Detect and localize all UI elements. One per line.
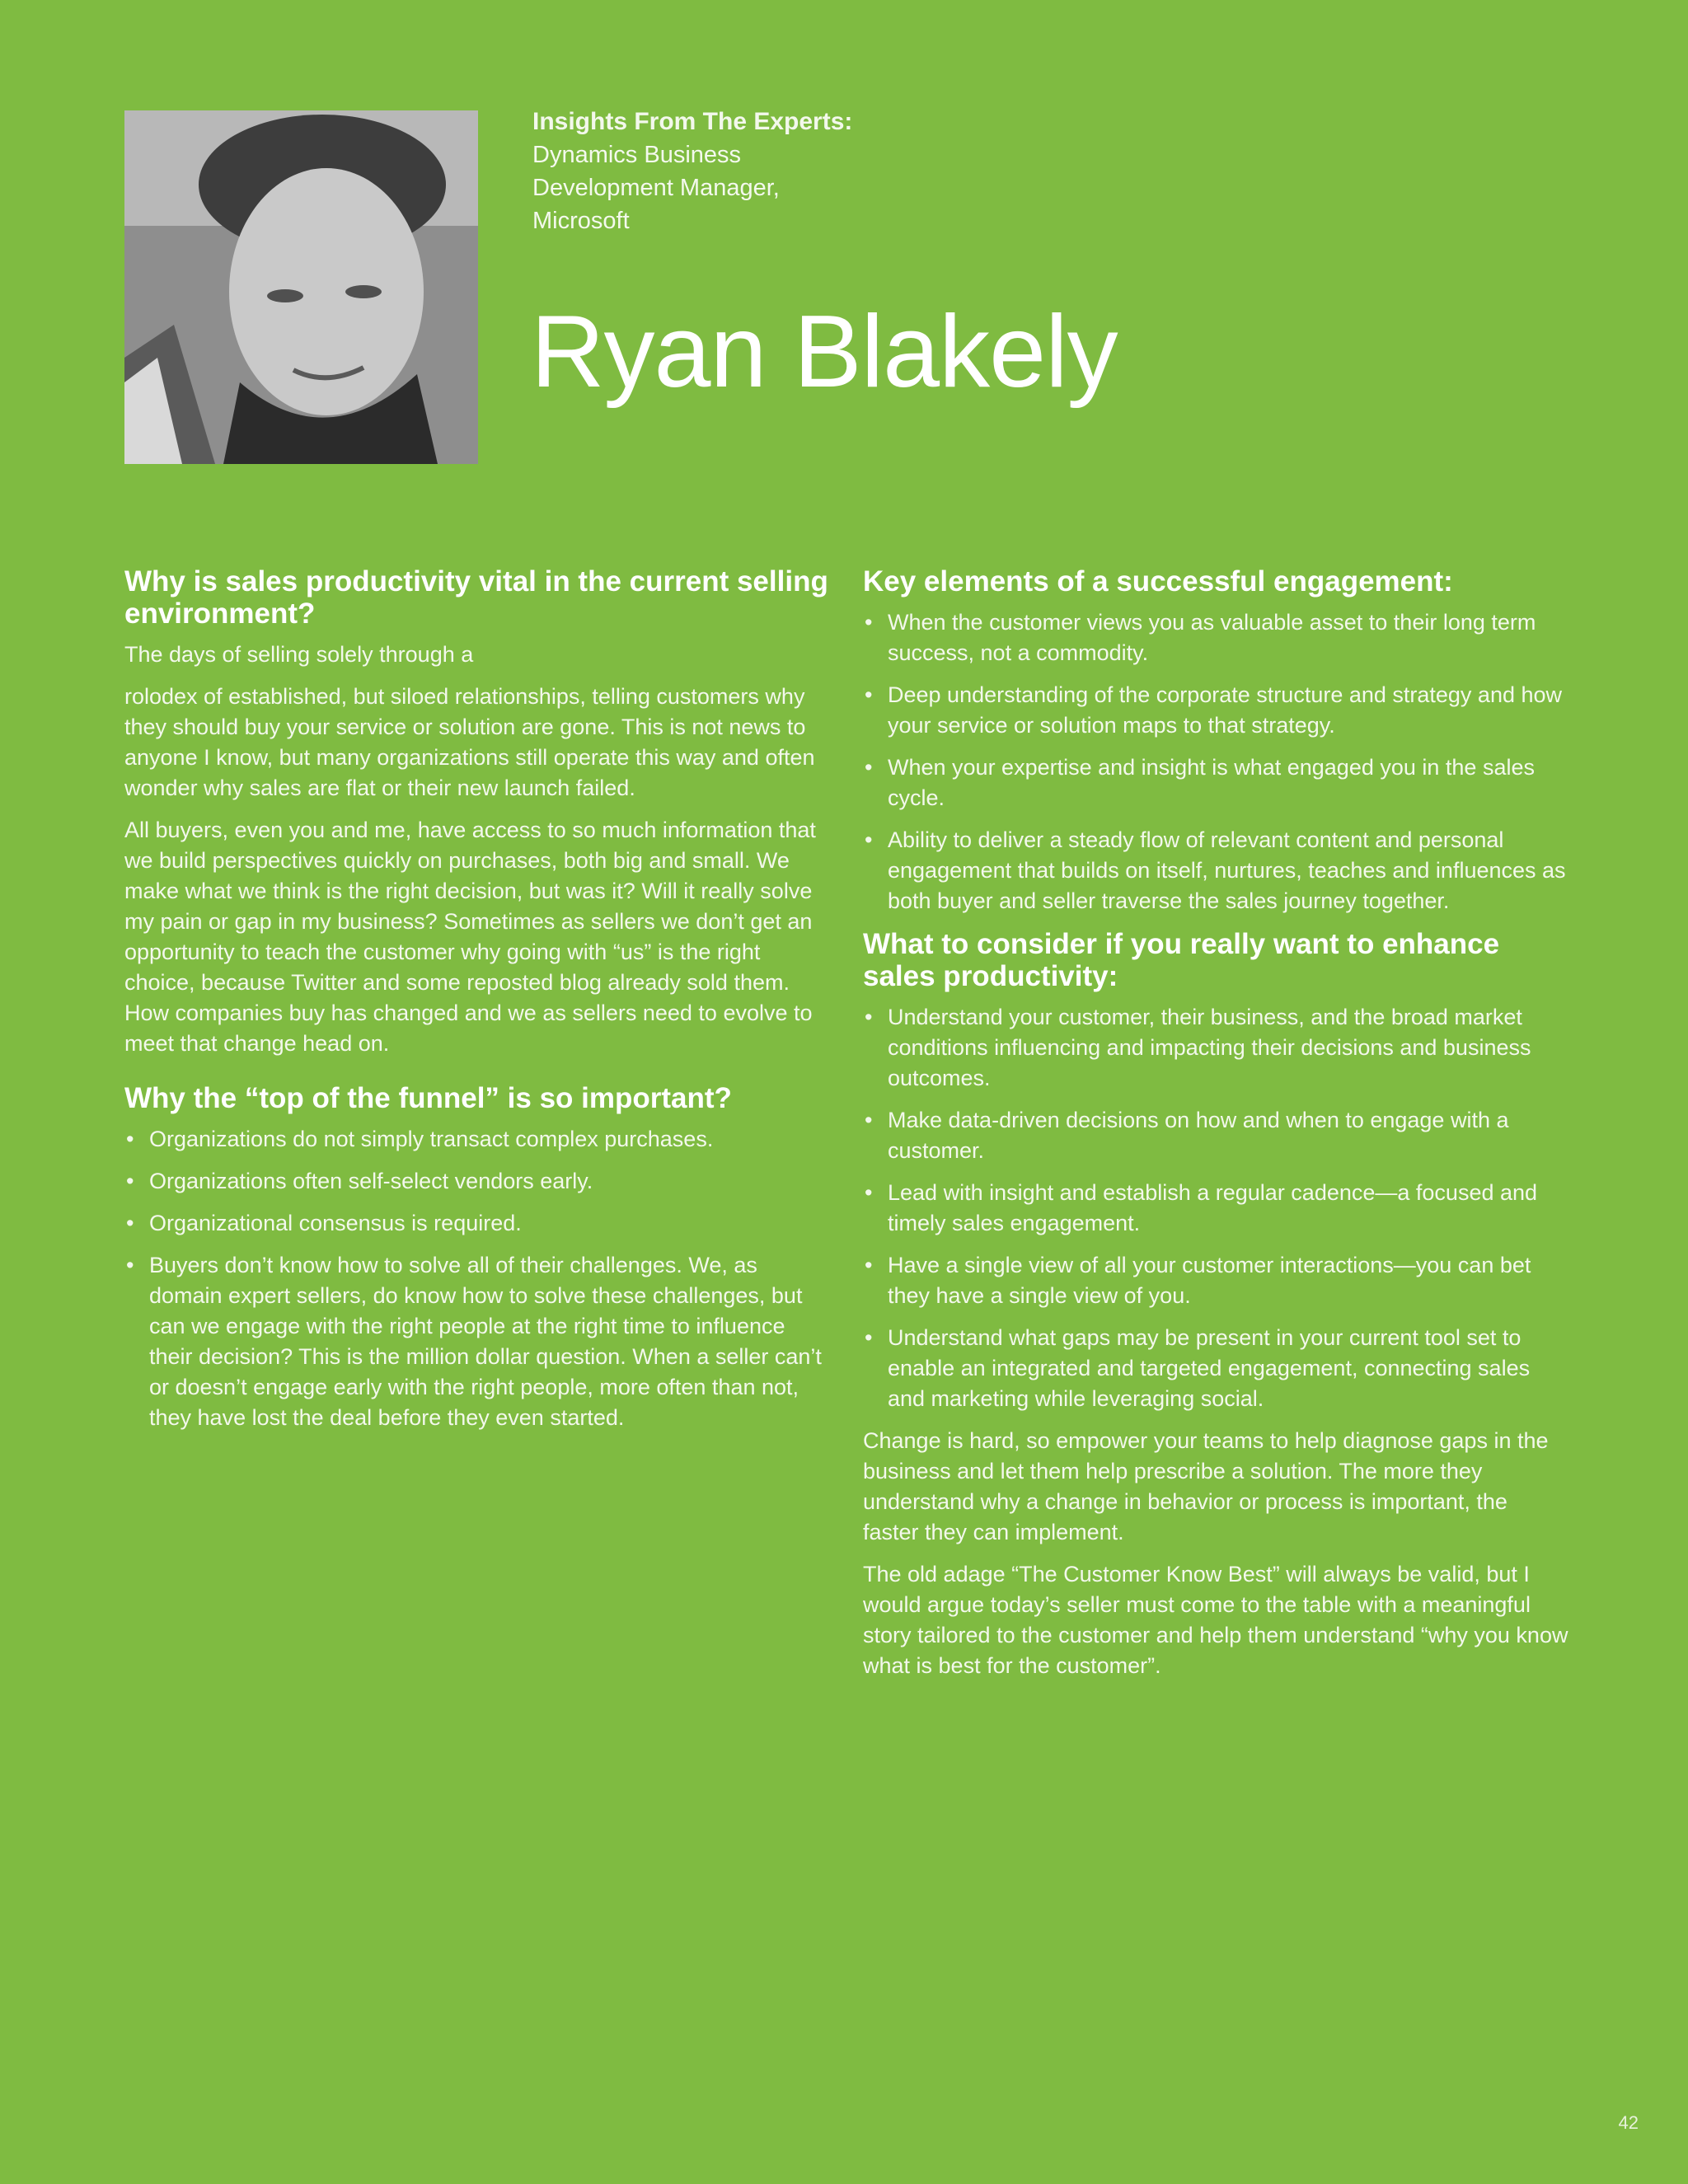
paragraph: Change is hard, so empower your teams to help diagnose gaps in the business and let them help prescribe a solution. The more they understand why a change in behavior or process is important, the faster they can implement.: [863, 1428, 1549, 1544]
portrait-photo: [124, 110, 478, 464]
paragraph: rolodex of established, but siloed relationships, telling customers why they should buy your service or solution are gone. This is not news to anyone I know, but many organizations still operate this way and often wonder why sales are flat or their new launch failed.: [124, 684, 815, 800]
bullet-icon: •: [126, 1211, 134, 1235]
section-heading: Why the “top of the funnel” is so important?: [124, 1082, 732, 1114]
section-heading: What to consider if you really want to enhance sales productivity:: [863, 928, 1500, 992]
list-item-text: Buyers don’t know how to solve all of their challenges. We, as domain expert sellers, do know how to solve these challenges, but can we engage with the right people at the right time to influence their decision? This is the million dollar question. When a seller can’t or doesn’t engage early with the right people, more often than not, they have lost the deal before they even started.: [149, 1253, 822, 1430]
bullet-icon: •: [865, 1180, 873, 1205]
paragraph: The old adage “The Customer Know Best” will always be valid, but I would argue today’s seller must come to the table with a meaningful story tailored to the customer and help them understand “why you know what is best for the customer”.: [863, 1562, 1568, 1678]
list-item-text: Ability to deliver a steady flow of relevant content and personal engagement that builds on itself, nurtures, teaches and influences as both buyer and seller traverse the sales journey together.: [888, 827, 1566, 913]
bullet-list: [124, 1124, 830, 1433]
bullet-icon: •: [865, 755, 873, 780]
list-item-text: Deep understanding of the corporate structure and strategy and how your service or solution maps to that strategy.: [888, 682, 1563, 738]
role-line: Development Manager,: [532, 175, 780, 201]
list-item-text: Understand what gaps may be present in your current tool set to enable an integrated and targeted engagement, connecting sales and marketing while leveraging social.: [888, 1325, 1531, 1411]
list-item-text: Understand your customer, their business, and the broad market conditions influencing and impacting their decisions and business outcomes.: [888, 1005, 1531, 1090]
list-item: [863, 752, 1568, 813]
bullet-icon: •: [865, 827, 873, 852]
list-item-text: Have a single view of all your customer interactions—you can bet they have a single view of you.: [888, 1253, 1531, 1308]
author-name: Ryan Blakely: [531, 295, 1118, 409]
bullet-icon: •: [126, 1169, 134, 1193]
list-item-text: When the customer views you as valuable asset to their long term success, not a commodity.: [888, 610, 1536, 665]
author-photo: [124, 110, 478, 464]
bullet-icon: •: [126, 1253, 134, 1277]
paragraph: The days of selling solely through a: [124, 642, 474, 667]
bullet-icon: •: [865, 1005, 873, 1029]
bullet-list: [863, 607, 1568, 916]
bullet-icon: •: [865, 1108, 873, 1132]
list-item-text: When your expertise and insight is what engaged you in the sales cycle.: [888, 755, 1535, 810]
list-item: [863, 1178, 1568, 1239]
list-item: [863, 607, 1568, 668]
author-header: [532, 105, 1109, 237]
role-line: Microsoft: [532, 208, 630, 234]
list-item: [863, 680, 1568, 741]
list-item: [863, 1250, 1568, 1311]
list-item: [124, 1166, 830, 1197]
bullet-icon: •: [865, 682, 873, 707]
list-item-text: Organizational consensus is required.: [149, 1211, 522, 1235]
list-item-text: Lead with insight and establish a regular cadence—a focused and timely sales engagement.: [888, 1180, 1538, 1235]
list-item-text: Make data-driven decisions on how and when to engage with a customer.: [888, 1108, 1509, 1163]
role-line: Dynamics Business: [532, 142, 742, 168]
bullet-icon: •: [865, 1325, 873, 1350]
paragraph: All buyers, even you and me, have access to so much information that we build perspectives quickly on purchases, both big and small. We make what we think is the right decision, but was it? Will it really solve my pain or gap in my business? Sometimes as sellers we don’t get an opportunity to teach the customer why going with “us” is the right choice, because Twitter and some reposted blog already sold them. How companies buy has changed and we as sellers need to evolve to meet that change head on.: [124, 818, 816, 1056]
list-item: [124, 1124, 830, 1155]
list-item: [863, 1002, 1568, 1094]
list-item: [124, 1250, 830, 1433]
list-item: [863, 825, 1568, 916]
left-column: [124, 565, 830, 1445]
bullet-icon: •: [865, 1253, 873, 1277]
list-item: [124, 1208, 830, 1239]
header-kicker: Insights From The Experts:: [532, 108, 853, 135]
right-column: [863, 565, 1568, 1693]
section-heading: Why is sales productivity vital in the current selling environment?: [124, 565, 828, 630]
page-number: 42: [1618, 2112, 1639, 2133]
bullet-icon: •: [865, 610, 873, 635]
bullet-list: [863, 1002, 1568, 1414]
bullet-icon: •: [126, 1127, 134, 1151]
list-item-text: Organizations do not simply transact complex purchases.: [149, 1127, 714, 1151]
section-heading: Key elements of a successful engagement:: [863, 565, 1453, 598]
list-item: [863, 1323, 1568, 1414]
list-item: [863, 1105, 1568, 1166]
list-item-text: Organizations often self-select vendors early.: [149, 1169, 593, 1193]
